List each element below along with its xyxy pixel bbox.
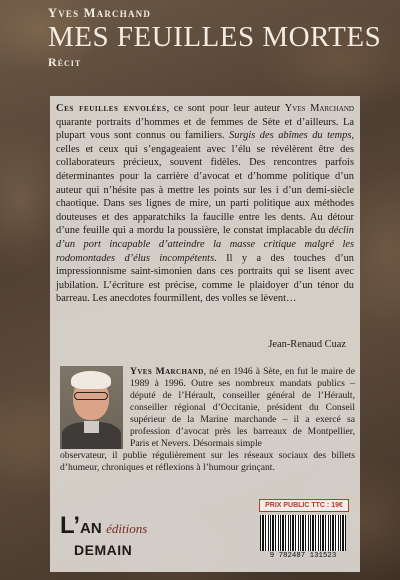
- photo-glasses: [74, 392, 108, 400]
- photo-collar: [84, 421, 99, 433]
- blurb-author: Yves Marchand: [284, 103, 354, 114]
- photo-hair: [71, 371, 111, 389]
- blurb-italic: déclin d’un port incapable d’atteindre la masse critique malgré les rodomontades d’élus incompétents: [56, 225, 354, 264]
- author-name: Yves Marchand: [48, 6, 152, 20]
- book-genre: Récit: [48, 55, 82, 69]
- logo-an: AN: [80, 520, 102, 537]
- blurb-part: , celles et ceux qui s’engageaient avec l’élu se révélèrent être des collaborateurs précieux, souvent fidèles. Des rencontres parfois déterminantes pour la carrière d’avocat et d’homme politique d’un auteur qui n’hésite pas à mettre les points sur les i d’un demi-siècle chaotique. Dans ses lignes de mire, un parti politique aux méthodes douteuses et des apparatchiks la faucille entre les dents. Au détour d’une feuille qui a mordu la poussière, le constat implacable du: [56, 130, 355, 237]
- barcode: [260, 515, 346, 551]
- logo-editions: éditions: [106, 521, 148, 536]
- blurb-part: . Il y a des touches d’un impressionnisme saint-simonien dans ces portraits qui se lisent avec jubilation. L’écriture est précise, comme le plaidoyer d’un ténor du barreau. Les anecdotes fourmillent, des volles se lèvent…: [56, 252, 354, 305]
- author-bio: [130, 366, 355, 450]
- publisher-logo: [60, 512, 148, 558]
- isbn-number: 9 782487 131523: [269, 552, 337, 560]
- bio-name: Yves Marchand: [130, 366, 204, 377]
- author-photo: [60, 366, 123, 449]
- book-title: MES FEUILLES MORTES: [48, 21, 382, 53]
- blurb-signature: Jean-Renaud Cuaz: [268, 339, 346, 350]
- logo-demain: DEMAIN: [74, 542, 133, 558]
- author-bio-continued: observateur, il publie régulièrement sur les réseaux sociaux des billets d’humeur, chroniques et réflexions à l’humour grinçant.: [60, 450, 355, 474]
- back-cover-panel: [50, 96, 360, 572]
- cover-header: [48, 6, 381, 70]
- blurb-lead: Ces feuilles envolées: [56, 103, 167, 114]
- blurb-part: , ce sont pour leur auteur: [166, 103, 285, 114]
- bio-text: , né en 1946 à Sète, en fut le maire de 1989 à 1996. Outre ses nombreux mandats publics – député de l’Hérault, conseiller général de l’Hérault, conseiller régional d’Occitanie, président du Conseil supérieur de la Marine marchande – il a exercé sa profession d’avocat près les barreaux de Montpellier, Paris et Nevers. Désormais simple: [130, 366, 355, 450]
- blurb-text: [56, 102, 354, 306]
- price-label: PRIX PUBLIC TTC : 19€: [259, 499, 349, 512]
- blurb-part: quarante portraits d’hommes et de femmes de Sète et d’ailleurs. La plupart vous sont connus ou familiers.: [56, 116, 354, 142]
- blurb-italic: Surgis des abîmes du temps: [229, 130, 352, 142]
- logo-l: L’: [60, 512, 81, 539]
